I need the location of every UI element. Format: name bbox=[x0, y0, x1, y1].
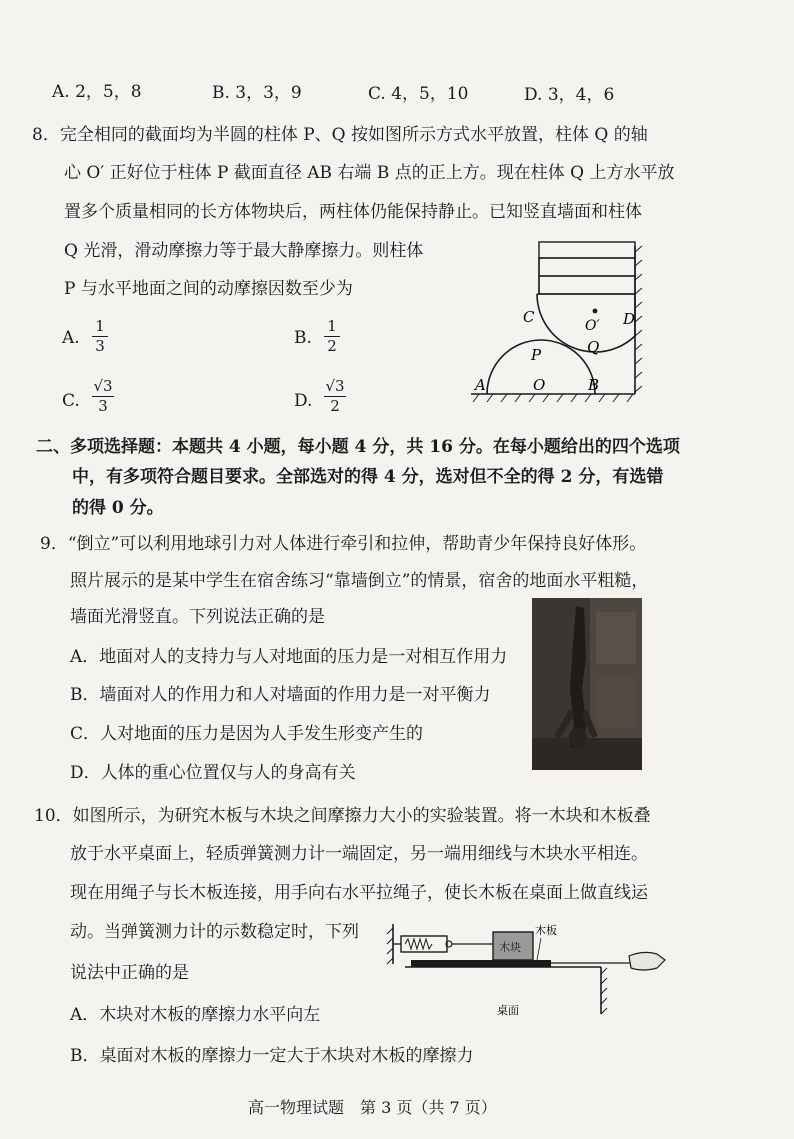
q10-figure bbox=[385, 920, 675, 1020]
ground-hatch bbox=[473, 394, 633, 402]
q10-line-2: 放于水平桌面上，轻质弹簧测力计一端固定，另一端用细线与木块水平相连。 bbox=[70, 844, 648, 864]
wall-hatch bbox=[635, 246, 642, 392]
q9-line-3: 墙面光滑竖直。下列说法正确的是 bbox=[70, 607, 325, 627]
long-board bbox=[411, 960, 551, 967]
label-o: O bbox=[533, 376, 546, 394]
board-label: 木板 bbox=[535, 924, 557, 937]
q8-line-2: 心 O′ 正好位于柱体 P 截面直径 AB 右端 B 点的正上方。现在柱体 Q 上方水平放 bbox=[64, 163, 675, 183]
q8-line-3: 置多个质量相同的长方体物块后，两柱体仍能保持静止。已知竖直墙面和柱体 bbox=[64, 202, 642, 222]
denominator: 3 bbox=[95, 337, 105, 355]
denominator: 2 bbox=[330, 397, 340, 415]
q7-option-b: B. 3，3，9 bbox=[212, 83, 302, 103]
label-q: Q bbox=[587, 338, 600, 356]
q8-option-a-label: A. bbox=[62, 328, 80, 348]
q8-line-5: P 与水平地面之间的动摩擦因数至少为 bbox=[64, 279, 353, 299]
numerator: 1 bbox=[95, 317, 105, 335]
q8-option-c-label: C. bbox=[62, 391, 80, 411]
q10-line-5: 说法中正确的是 bbox=[70, 963, 189, 983]
q7-option-d: D. 3，4，6 bbox=[524, 85, 615, 105]
denominator: 3 bbox=[98, 397, 108, 415]
numerator: √3 bbox=[93, 377, 113, 395]
block-3 bbox=[539, 242, 635, 258]
center-point-o-prime bbox=[593, 309, 598, 314]
q9-option-c: C．人对地面的压力是因为人手发生形变产生的 bbox=[70, 724, 424, 744]
section-2-line-2: 中，有多项符合题目要求。全部选对的得 4 分，选对但不全的得 2 分，有选错 bbox=[72, 467, 664, 487]
block-1 bbox=[539, 258, 635, 276]
q7-option-c: C. 4，5，10 bbox=[368, 84, 469, 104]
label-p: P bbox=[531, 346, 542, 364]
label-d: D bbox=[623, 310, 636, 328]
q8-line-1: 8．完全相同的截面均为半圆的柱体 P、Q 按如图所示方式水平放置，柱体 Q 的轴 bbox=[32, 125, 648, 145]
q8-option-d-label: D. bbox=[294, 391, 313, 411]
block-label: 木块 bbox=[499, 941, 521, 954]
q8-option-b-fraction bbox=[324, 318, 340, 355]
label-a: A bbox=[475, 376, 486, 394]
q8-option-d-fraction bbox=[324, 378, 346, 415]
denominator: 2 bbox=[327, 337, 337, 355]
q9-line-1: 9．“倒立”可以利用地球引力对人体进行牵引和拉伸，帮助青少年保持良好体形。 bbox=[40, 534, 647, 554]
block-2 bbox=[539, 276, 635, 294]
q10-option-a: A．木块对木板的摩擦力水平向左 bbox=[70, 1005, 321, 1025]
q7-option-a: A. 2，5，8 bbox=[52, 82, 142, 102]
q8-figure bbox=[465, 238, 655, 410]
q10-line-4: 动。当弹簧测力计的示数稳定时，下列 bbox=[70, 922, 359, 942]
q9-option-a: A．地面对人的支持力与人对地面的压力是一对相互作用力 bbox=[70, 647, 508, 667]
hand-icon bbox=[629, 952, 665, 970]
q9-option-d: D．人体的重心位置仅与人的身高有关 bbox=[70, 763, 356, 783]
q9-line-2: 照片展示的是某中学生在宿舍练习“靠墙倒立”的情景，宿舍的地面水平粗糙， bbox=[70, 571, 649, 591]
numerator: √3 bbox=[325, 377, 345, 395]
q8-option-c-fraction bbox=[92, 378, 114, 415]
section-2-line-3: 的得 0 分。 bbox=[72, 498, 164, 518]
numerator: 1 bbox=[327, 317, 337, 335]
label-o-prime: O′ bbox=[585, 318, 600, 334]
q10-option-b: B．桌面对木板的摩擦力一定大于木块对木板的摩擦力 bbox=[70, 1046, 474, 1066]
label-b: B bbox=[588, 376, 600, 394]
q8-line-4: Q 光滑，滑动摩擦力等于最大静摩擦力。则柱体 bbox=[64, 241, 424, 261]
page-footer: 高一物理试题 第 3 页（共 7 页） bbox=[248, 1098, 497, 1117]
q8-option-a-fraction bbox=[92, 318, 108, 355]
q9-option-b: B．墙面对人的作用力和人对墙面的作用力是一对平衡力 bbox=[70, 685, 491, 705]
table-label: 桌面 bbox=[497, 1004, 519, 1017]
handstand-photo bbox=[532, 598, 642, 770]
section-2-line-1: 二、多项选择题：本题共 4 小题，每小题 4 分，共 16 分。在每小题给出的四个选项 bbox=[36, 437, 680, 457]
q8-option-b-label: B. bbox=[294, 328, 312, 348]
label-c: C bbox=[523, 308, 535, 326]
q10-line-1: 10．如图所示，为研究木板与木块之间摩擦力大小的实验装置。将一木块和木板叠 bbox=[34, 806, 651, 826]
q10-line-3: 现在用绳子与长木板连接，用手向右水平拉绳子，使长木板在桌面上做直线运 bbox=[70, 883, 648, 903]
